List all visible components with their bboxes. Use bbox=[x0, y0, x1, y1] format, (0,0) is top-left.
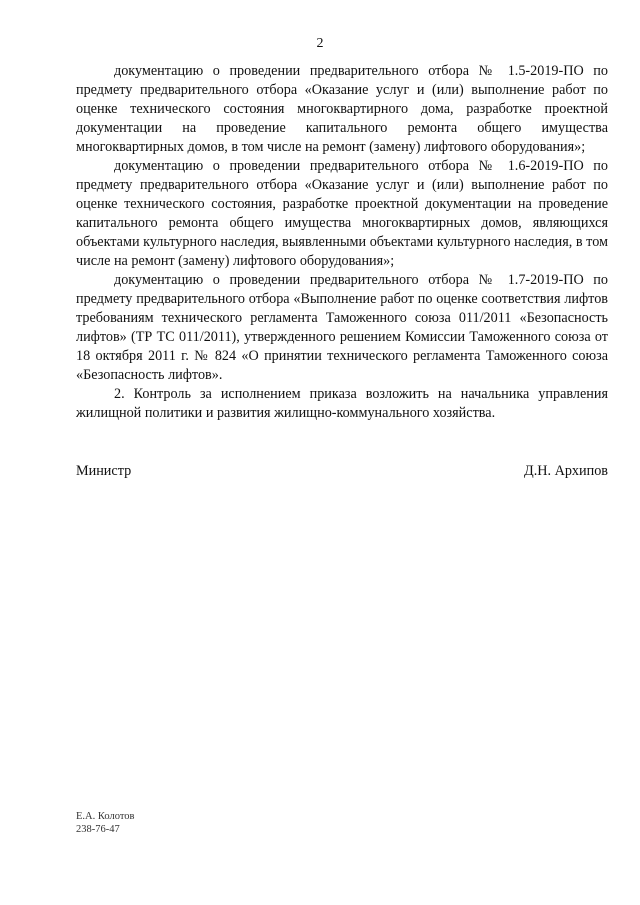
document-body bbox=[76, 62, 608, 423]
paragraph-document-1-5: документацию о проведении предварительного отбора № 1.5-2019-ПО по предмету предварительного отбора «Оказание услуг и (или) выполнение работ по оценке технического состояния многоквартирного дома, разработке проектной документации на проведение капитального ремонта общего имущества многоквартирных домов, в том числе на ремонт (замену) лифтового оборудования»; bbox=[76, 63, 608, 155]
executor-info bbox=[76, 810, 134, 836]
signatory-title: Министр bbox=[76, 463, 132, 479]
paragraph-document-1-6: документацию о проведении предварительного отбора № 1.6-2019-ПО по предмету предварительного отбора «Оказание услуг и (или) выполнение работ по оценке технического состояния, разработке проектной документации на проведение капитального ремонта общего имущества многоквартирных домов, являющихся объектами культурного наследия, выявленными объектами культурного наследия, в том числе на ремонт (замену) лифтового оборудования»; bbox=[76, 158, 608, 269]
signature-block bbox=[76, 462, 608, 482]
page-number: 2 bbox=[316, 36, 324, 51]
paragraph-document-1-7: документацию о проведении предварительного отбора № 1.7-2019-ПО по предмету предварительного отбора «Выполнение работ по оценке соответствия лифтов требованиям технического регламента Таможенного союза 011/2011 «Безопасность лифтов» (ТР ТС 011/2011), утвержденного решением Комиссии Таможенного союза от 18 октября 2011 г. № 824 «О принятии технического регламента Таможенного союза «Безопасность лифтов». bbox=[76, 272, 608, 383]
signatory-name: Д.Н. Архипов bbox=[524, 463, 608, 479]
paragraph-control-clause: 2. Контроль за исполнением приказа возложить на начальника управления жилищной политики и развития жилищно-коммунального хозяйства. bbox=[76, 386, 608, 421]
executor-name: Е.А. Колотов bbox=[76, 811, 135, 822]
executor-phone: 238-76-47 bbox=[76, 824, 120, 835]
